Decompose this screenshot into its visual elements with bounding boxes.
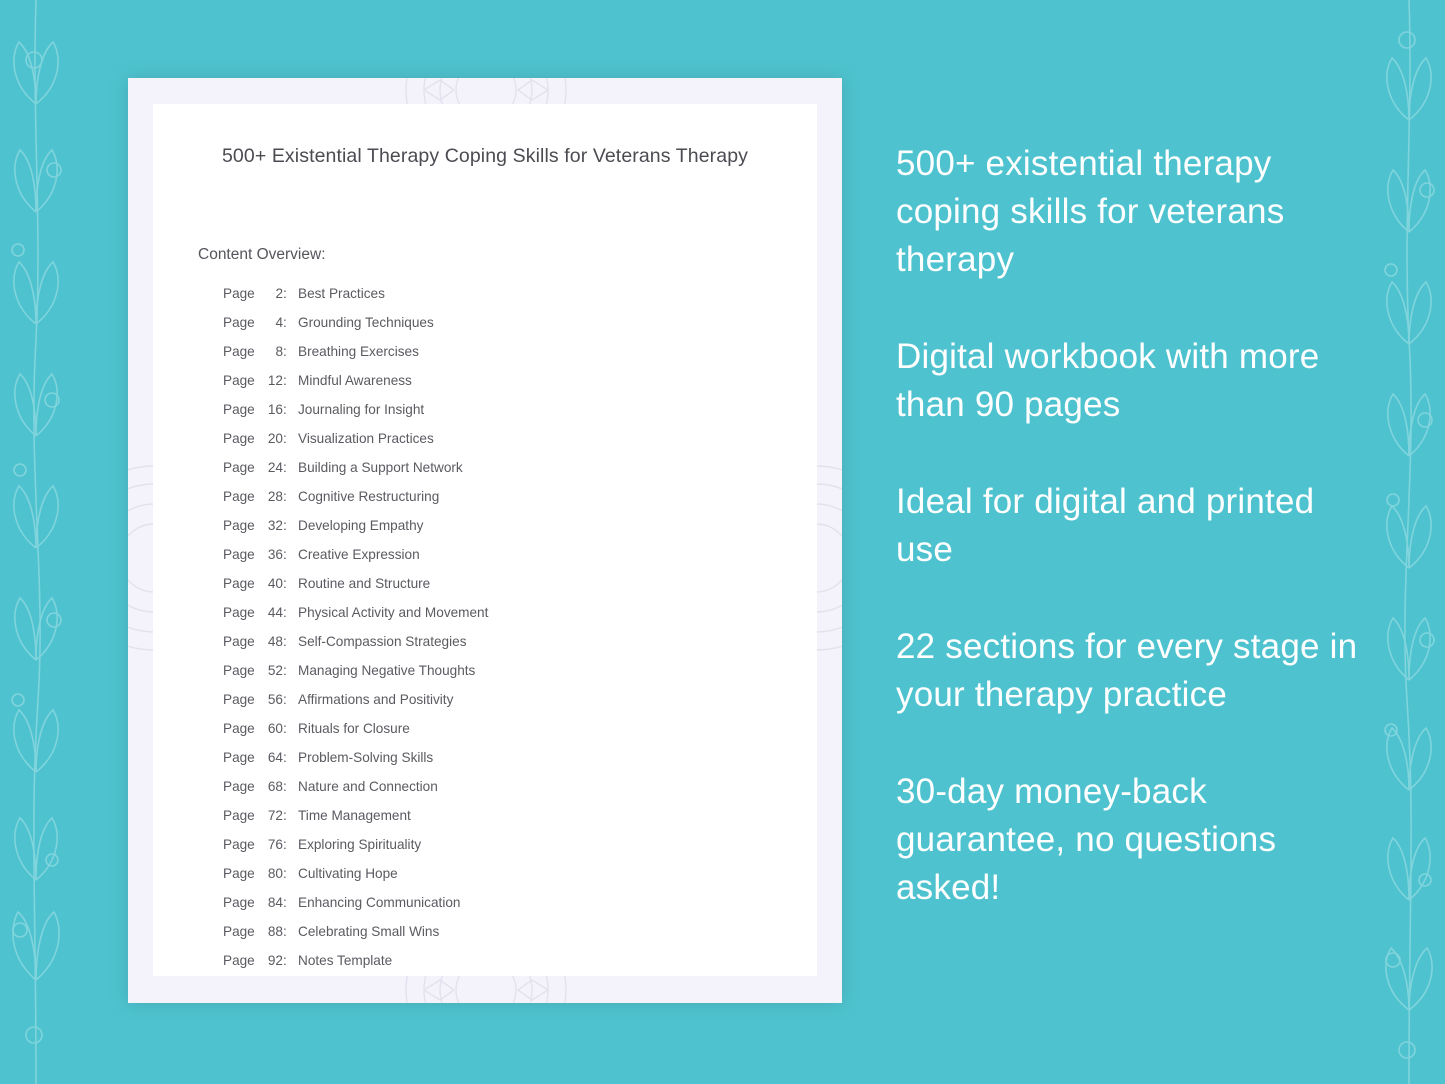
toc-separator: : (283, 866, 287, 881)
toc-page-word: Page (223, 721, 255, 736)
toc-page-word: Page (223, 460, 255, 475)
toc-page-number: 88 (267, 924, 283, 939)
page-title: 500+ Existential Therapy Coping Skills for Veterans Therapy (221, 145, 748, 167)
toc-separator: : (283, 663, 287, 678)
toc-row (223, 837, 803, 866)
toc-entry-label: Notes Template (298, 953, 393, 968)
toc-entry-label: Self-Compassion Strategies (298, 634, 467, 649)
toc-separator: : (283, 576, 287, 591)
workbook-paper (128, 78, 842, 1003)
toc-page-number: 84 (267, 895, 283, 910)
toc-row (223, 750, 803, 779)
toc-entry-label: Celebrating Small Wins (298, 924, 440, 939)
toc-row (223, 779, 803, 808)
toc-page-word: Page (223, 663, 255, 678)
toc-page-word: Page (223, 547, 255, 562)
toc-row (223, 402, 803, 431)
toc-separator: : (283, 373, 287, 388)
toc-page-word: Page (223, 953, 255, 968)
toc-page-word: Page (223, 692, 255, 707)
toc-separator: : (283, 431, 287, 446)
toc-entry-label: Breathing Exercises (298, 344, 419, 359)
toc-row (223, 634, 803, 663)
toc-page-word: Page (223, 286, 255, 301)
toc-page-number: 20 (267, 431, 283, 446)
toc-page-word: Page (223, 373, 255, 388)
toc-separator: : (283, 837, 287, 852)
toc-separator: : (283, 634, 287, 649)
toc-separator: : (283, 518, 287, 533)
toc-entry-label: Affirmations and Positivity (298, 692, 454, 707)
toc-separator: : (283, 286, 287, 301)
toc-row (223, 721, 803, 750)
toc-page-number: 76 (267, 837, 283, 852)
toc-separator: : (283, 605, 287, 620)
toc-entry-label: Creative Expression (298, 547, 420, 562)
table-of-contents (223, 286, 803, 976)
toc-entry-label: Nature and Connection (298, 779, 438, 794)
toc-separator: : (283, 547, 287, 562)
toc-entry-label: Cognitive Restructuring (298, 489, 440, 504)
toc-separator: : (283, 895, 287, 910)
toc-entry-label: Rituals for Closure (298, 721, 410, 736)
toc-page-word: Page (223, 866, 255, 881)
marketing-copy (896, 140, 1366, 912)
marketing-line: Digital workbook with more than 90 pages (896, 337, 1320, 424)
toc-page-number: 48 (267, 634, 283, 649)
workbook-inner-page (153, 104, 817, 976)
floral-border-left-icon (0, 0, 72, 1084)
toc-page-number: 92 (267, 953, 283, 968)
toc-page-word: Page (223, 924, 255, 939)
toc-page-number: 36 (267, 547, 283, 562)
toc-page-word: Page (223, 837, 255, 852)
toc-entry-label: Developing Empathy (298, 518, 424, 533)
toc-separator: : (283, 779, 287, 794)
toc-page-number: 28 (267, 489, 283, 504)
toc-separator: : (283, 402, 287, 417)
toc-page-number: 80 (267, 866, 283, 881)
toc-page-number: 44 (267, 605, 283, 620)
toc-row (223, 953, 803, 976)
toc-page-word: Page (223, 895, 255, 910)
toc-row (223, 286, 803, 315)
toc-separator: : (283, 692, 287, 707)
toc-page-word: Page (223, 779, 255, 794)
toc-row (223, 547, 803, 576)
toc-row (223, 315, 803, 344)
toc-row (223, 373, 803, 402)
toc-entry-label: Exploring Spirituality (298, 837, 422, 852)
toc-entry-label: Building a Support Network (298, 460, 463, 475)
content-overview-label: Content Overview: (198, 246, 326, 263)
toc-entry-label: Routine and Structure (298, 576, 431, 591)
toc-entry-label: Enhancing Communication (298, 895, 461, 910)
marketing-line: Ideal for digital and printed use (896, 482, 1315, 569)
toc-page-number: 40 (267, 576, 283, 591)
toc-entry-label: Cultivating Hope (298, 866, 398, 881)
toc-page-number: 2 (275, 286, 283, 301)
toc-page-word: Page (223, 489, 255, 504)
toc-entry-label: Best Practices (298, 286, 385, 301)
toc-separator: : (283, 489, 287, 504)
marketing-line: 30-day money-back guarantee, no questions asked! (896, 772, 1277, 907)
toc-entry-label: Journaling for Insight (298, 402, 425, 417)
toc-row (223, 431, 803, 460)
toc-entry-label: Physical Activity and Movement (298, 605, 489, 620)
toc-page-word: Page (223, 576, 255, 591)
toc-page-word: Page (223, 634, 255, 649)
toc-page-word: Page (223, 750, 255, 765)
toc-row (223, 460, 803, 489)
toc-row (223, 489, 803, 518)
toc-separator: : (283, 953, 287, 968)
toc-page-word: Page (223, 605, 255, 620)
toc-page-word: Page (223, 315, 255, 330)
toc-page-word: Page (223, 518, 255, 533)
toc-row (223, 576, 803, 605)
toc-entry-label: Visualization Practices (298, 431, 434, 446)
toc-row (223, 692, 803, 721)
toc-page-number: 8 (275, 344, 283, 359)
toc-row (223, 518, 803, 547)
toc-entry-label: Time Management (298, 808, 411, 823)
toc-page-word: Page (223, 431, 255, 446)
toc-page-number: 68 (267, 779, 283, 794)
toc-separator: : (283, 924, 287, 939)
marketing-line: 22 sections for every stage in your therapy practice (896, 627, 1358, 714)
toc-separator: : (283, 750, 287, 765)
toc-page-number: 24 (267, 460, 283, 475)
toc-row (223, 808, 803, 837)
toc-separator: : (283, 315, 287, 330)
toc-separator: : (283, 344, 287, 359)
toc-row (223, 895, 803, 924)
toc-separator: : (283, 460, 287, 475)
toc-entry-label: Problem-Solving Skills (298, 750, 434, 765)
toc-page-number: 56 (267, 692, 283, 707)
toc-entry-label: Mindful Awareness (298, 373, 412, 388)
toc-entry-label: Managing Negative Thoughts (298, 663, 476, 678)
toc-row (223, 924, 803, 953)
toc-page-word: Page (223, 402, 255, 417)
toc-row (223, 866, 803, 895)
toc-page-number: 72 (267, 808, 283, 823)
toc-entry-label: Grounding Techniques (298, 315, 434, 330)
toc-page-number: 64 (267, 750, 283, 765)
toc-row (223, 663, 803, 692)
toc-page-number: 4 (275, 315, 283, 330)
toc-page-number: 52 (267, 663, 283, 678)
toc-page-word: Page (223, 344, 255, 359)
toc-page-number: 16 (267, 402, 283, 417)
toc-row (223, 605, 803, 634)
toc-page-number: 12 (267, 373, 283, 388)
toc-page-word: Page (223, 808, 255, 823)
marketing-line: 500+ existential therapy coping skills for veterans therapy (896, 144, 1285, 279)
toc-page-number: 60 (267, 721, 283, 736)
toc-separator: : (283, 721, 287, 736)
toc-separator: : (283, 808, 287, 823)
toc-row (223, 344, 803, 373)
floral-border-right-icon (1373, 0, 1445, 1084)
toc-page-number: 32 (267, 518, 283, 533)
